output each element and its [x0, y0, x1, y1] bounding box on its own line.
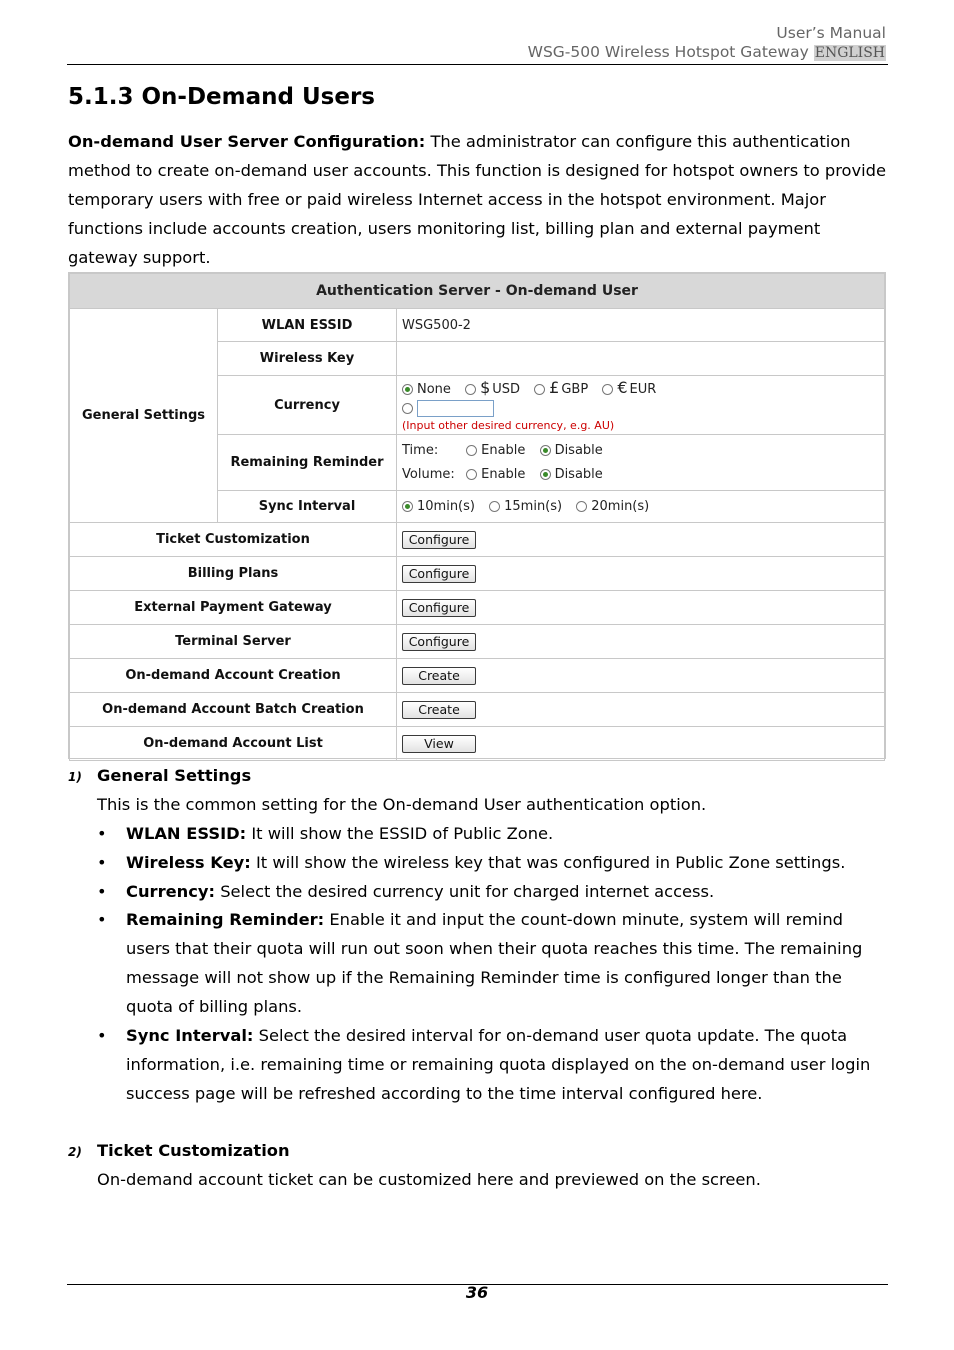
account-creation-label: On-demand Account Creation: [70, 659, 397, 693]
section-1-heading: [68, 761, 251, 792]
header-divider: [67, 64, 888, 65]
time-label: Time:: [402, 442, 439, 458]
radio-icon: [489, 501, 500, 512]
sync-interval-label: Sync Interval: [218, 491, 397, 523]
currency-other-input[interactable]: [417, 400, 494, 417]
bullet-icon: •: [97, 910, 107, 929]
currency-usd-label: USD: [492, 382, 521, 397]
account-creation-create-button[interactable]: Create: [402, 667, 476, 685]
bullet-text: Enable it and input the count-down minute, system will remind users that their quota will run out soon when their quota reaches this time. The remaining message will not show up if the Remaining Reminder time is configured longer than the quota of billing plans.: [126, 910, 863, 1016]
bullet-text: It will show the ESSID of Public Zone.: [246, 824, 554, 843]
section-2-number: 2): [68, 1145, 82, 1159]
bullet-text: Select the desired interval for on-demand user quota update. The quota information, i.e. remaining time or remaining quota displayed on the on-demand user login success page will be refreshed according to the time interval configured here.: [126, 1026, 871, 1103]
terminal-server-configure-button[interactable]: Configure: [402, 633, 476, 651]
billing-plans-configure-button[interactable]: Configure: [402, 565, 476, 583]
currency-other-radio[interactable]: [402, 403, 413, 414]
sync-interval-options: [397, 491, 885, 523]
wlan-essid-label: WLAN ESSID: [218, 309, 397, 342]
language-tag: ENGLISH: [814, 45, 885, 61]
account-list-view-button[interactable]: View: [402, 735, 476, 753]
currency-hint: (Input other desired currency, e.g. AU): [402, 419, 615, 432]
time-disable-option[interactable]: [540, 443, 603, 458]
sync-20-label: 20min(s): [591, 499, 650, 514]
bullet-currency: [97, 877, 887, 906]
remaining-reminder-options: [397, 435, 885, 491]
panel-title: Authentication Server - On-demand User: [70, 274, 885, 309]
currency-option-eur[interactable]: [602, 378, 657, 397]
ticket-customization-label: Ticket Customization: [70, 523, 397, 557]
enable-label: Enable: [481, 466, 526, 482]
section-2-title: Ticket Customization: [97, 1141, 290, 1160]
volume-disable-option[interactable]: [540, 467, 603, 482]
currency-gbp-label: GBP: [561, 382, 589, 397]
pound-icon: £: [549, 378, 560, 397]
ticket-customization-configure-button[interactable]: Configure: [402, 531, 476, 549]
radio-icon: [540, 469, 551, 480]
radio-icon: [466, 445, 477, 456]
bullet-icon: •: [97, 882, 107, 901]
wlan-essid-value: WSG500-2: [397, 309, 885, 342]
time-enable-option[interactable]: [466, 443, 525, 458]
radio-icon: [402, 501, 413, 512]
radio-icon: [540, 445, 551, 456]
general-settings-label: General Settings: [70, 309, 218, 523]
bullet-sync-interval: [97, 1021, 887, 1108]
sync-15-label: 15min(s): [504, 499, 563, 514]
external-payment-gateway-label: External Payment Gateway: [70, 591, 397, 625]
radio-icon: [402, 384, 413, 395]
wireless-key-value: [397, 342, 885, 376]
intro-text: The administrator can configure this authentication method to create on-demand user accounts. This function is designed for hotspot owners to provide temporary users with free or paid wireless Internet access in the hotspot environment. Major functions include accounts creation, users monitoring list, billing plan and external payment gateway support.: [68, 132, 887, 267]
radio-icon: [602, 384, 613, 395]
product-title: [67, 43, 886, 63]
currency-option-gbp[interactable]: [534, 378, 589, 397]
bullet-text: It will show the wireless key that was configured in Public Zone settings.: [250, 853, 846, 872]
currency-none-label: None: [417, 382, 451, 397]
bullet-icon: •: [97, 824, 107, 843]
currency-options: [397, 376, 885, 435]
account-batch-creation-create-button[interactable]: Create: [402, 701, 476, 719]
disable-label: Disable: [554, 466, 603, 482]
on-demand-user-config-panel: [68, 272, 886, 759]
sync-option-10[interactable]: [402, 499, 475, 514]
section-1-number: 1): [68, 770, 82, 784]
radio-icon: [534, 384, 545, 395]
bullet-bold: Wireless Key:: [126, 853, 251, 872]
external-payment-gateway-configure-button[interactable]: Configure: [402, 599, 476, 617]
section-1-description: This is the common setting for the On-demand User authentication option.: [97, 795, 707, 814]
page-header: [67, 24, 886, 63]
bullet-bold: Remaining Reminder:: [126, 910, 325, 929]
intro-paragraph: [68, 127, 888, 272]
volume-label: Volume:: [402, 466, 455, 482]
manual-title: User’s Manual: [776, 24, 886, 42]
bullet-icon: •: [97, 853, 107, 872]
sync-option-20[interactable]: [576, 499, 649, 514]
sync-option-15[interactable]: [489, 499, 562, 514]
currency-eur-label: EUR: [629, 382, 657, 397]
radio-icon: [465, 384, 476, 395]
terminal-server-label: Terminal Server: [70, 625, 397, 659]
page-number: 36: [465, 1283, 489, 1302]
bullet-wireless-key: [97, 848, 887, 877]
bullet-wlan-essid: [97, 819, 887, 848]
volume-enable-option[interactable]: [466, 467, 525, 482]
section-heading: 5.1.3 On-Demand Users: [68, 84, 375, 110]
euro-icon: €: [617, 378, 628, 397]
sync-10-label: 10min(s): [417, 499, 475, 514]
wireless-key-label: Wireless Key: [218, 342, 397, 376]
enable-label: Enable: [481, 442, 526, 458]
bullet-bold: WLAN ESSID:: [126, 824, 247, 843]
intro-bold: On-demand User Server Configuration:: [68, 132, 426, 151]
bullet-remaining-reminder: [97, 905, 887, 1021]
section-2-description: On-demand account ticket can be customized here and previewed on the screen.: [97, 1170, 761, 1189]
bullet-icon: •: [97, 1026, 107, 1045]
bullet-bold: Currency:: [126, 882, 216, 901]
disable-label: Disable: [554, 442, 603, 458]
currency-label: Currency: [218, 376, 397, 435]
bullet-text: Select the desired currency unit for charged internet access.: [215, 882, 715, 901]
bullet-bold: Sync Interval:: [126, 1026, 254, 1045]
section-1-title: General Settings: [97, 766, 252, 785]
product-name: WSG-500 Wireless Hotspot Gateway: [527, 43, 809, 61]
billing-plans-label: Billing Plans: [70, 557, 397, 591]
account-list-label: On-demand Account List: [70, 727, 397, 761]
dollar-icon: $: [480, 378, 491, 397]
currency-option-usd[interactable]: [465, 378, 521, 397]
radio-icon: [576, 501, 587, 512]
section-2-heading: [68, 1136, 290, 1167]
currency-option-none[interactable]: [402, 382, 451, 397]
remaining-reminder-label: Remaining Reminder: [218, 435, 397, 491]
radio-icon: [466, 469, 477, 480]
account-batch-creation-label: On-demand Account Batch Creation: [70, 693, 397, 727]
